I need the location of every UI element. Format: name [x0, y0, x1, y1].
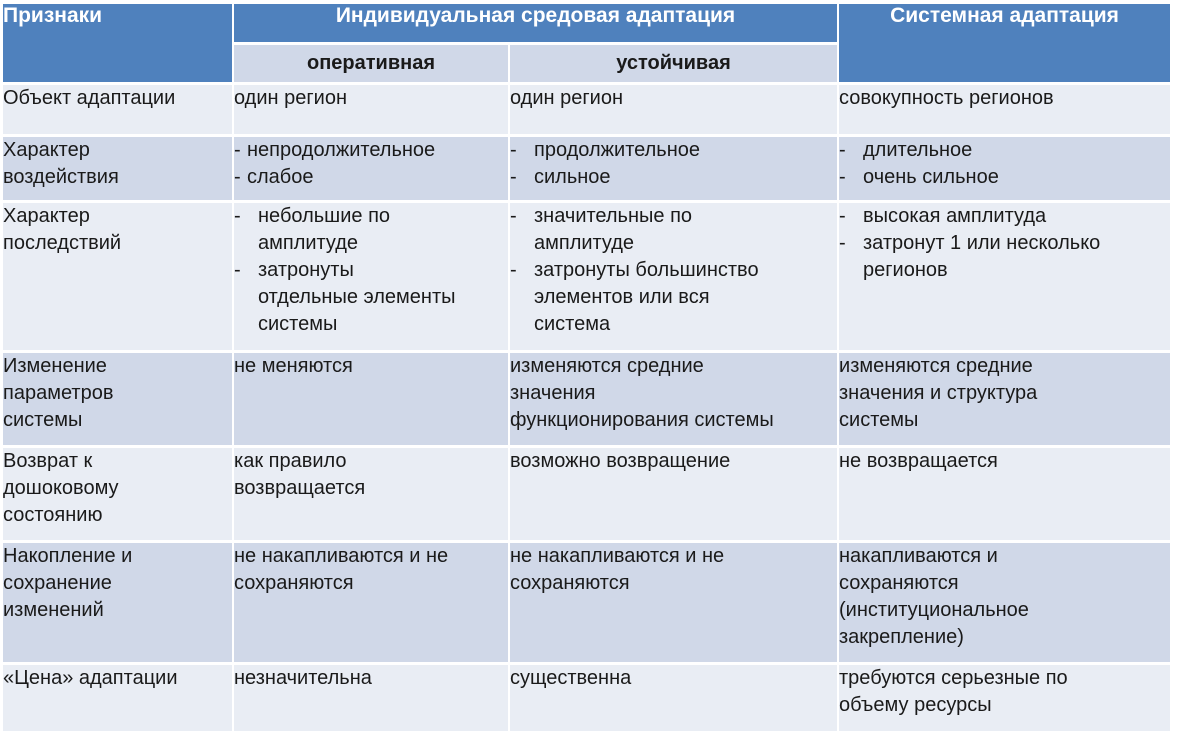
- cell-stable: [510, 350, 839, 445]
- cell-operative: [234, 350, 510, 445]
- cell-line: не меняются: [234, 355, 353, 377]
- list-item: - продолжительное: [510, 137, 837, 164]
- list-item: [234, 257, 508, 338]
- cell-stable: [510, 445, 839, 540]
- cell-line: отдельные элементы: [258, 286, 456, 308]
- cell-line: требуются серьезные по: [839, 667, 1068, 689]
- cell-line: - затронуты большинство: [534, 259, 759, 281]
- cell-line: элементов или вся: [534, 286, 710, 308]
- cell-line: не возвращается: [839, 450, 998, 472]
- list-item: [510, 257, 837, 338]
- table-row: [3, 82, 1170, 134]
- table-row: [3, 445, 1170, 540]
- list-item: [839, 203, 1170, 230]
- cell-line: изменений: [3, 599, 104, 621]
- cell-operative: [234, 662, 510, 731]
- cell-line: - высокая амплитуда: [863, 205, 1047, 227]
- cell-line: один регион: [510, 87, 624, 109]
- cell-line: не накапливаются и не: [234, 545, 449, 567]
- cell-systemic: [839, 350, 1170, 445]
- cell-line: - значительные по: [534, 205, 693, 227]
- table-row: [3, 662, 1170, 731]
- cell-feature: [3, 134, 234, 200]
- list-item: [839, 230, 1170, 284]
- cell-line: изменяются средние: [510, 355, 704, 377]
- cell-line: сохраняются: [839, 572, 959, 594]
- cell-systemic: [839, 134, 1170, 200]
- cell-operative: [234, 134, 510, 200]
- cell-operative: [234, 200, 510, 350]
- cell-systemic: [839, 445, 1170, 540]
- cell-line: незначительна: [234, 667, 372, 689]
- cell-systemic: [839, 662, 1170, 731]
- cell-line: функционирования системы: [510, 409, 774, 431]
- cell-operative: [234, 540, 510, 662]
- cell-line: Изменение: [3, 355, 107, 377]
- list-item: [234, 203, 508, 257]
- cell-line: амплитуде: [534, 232, 635, 254]
- cell-line: - затронут 1 или несколько: [863, 232, 1101, 254]
- cell-line: возможно возвращение: [510, 450, 731, 472]
- cell-line: значения и структура: [839, 382, 1038, 404]
- cell-line: существенна: [510, 667, 632, 689]
- cell-operative: [234, 445, 510, 540]
- cell-line: значения: [510, 382, 596, 404]
- cell-line: сохранение: [3, 572, 112, 594]
- table-row: [3, 200, 1170, 350]
- list-item: - непродолжительное: [234, 137, 508, 164]
- cell-line: объему ресурсы: [839, 694, 992, 716]
- header-features: Признаки: [3, 4, 234, 82]
- cell-feature: [3, 350, 234, 445]
- list-item: - слабое: [234, 164, 508, 191]
- cell-line: - небольшие по: [258, 205, 391, 227]
- cell-systemic: [839, 200, 1170, 350]
- list-item: [510, 203, 837, 257]
- cell-line: Характер: [3, 205, 90, 227]
- cell-line: (институциональное: [839, 599, 1029, 621]
- cell-line: системы: [258, 313, 338, 335]
- cell-line: возвращается: [234, 477, 366, 499]
- cell-line: изменяются средние: [839, 355, 1033, 377]
- cell-line: накапливаются и: [839, 545, 998, 567]
- cell-line: Характер: [3, 139, 90, 161]
- cell-line: последствий: [3, 232, 122, 254]
- cell-line: закрепление): [839, 626, 964, 648]
- cell-line: сохраняются: [510, 572, 630, 594]
- cell-systemic: [839, 540, 1170, 662]
- cell-line: Возврат к: [3, 450, 93, 472]
- cell-feature: [3, 82, 234, 134]
- cell-line: воздействия: [3, 166, 119, 188]
- cell-line: «Цена» адаптации: [3, 667, 178, 689]
- header-systemic-adaptation: Системная адаптация: [839, 4, 1170, 82]
- cell-line: один регион: [234, 87, 348, 109]
- cell-stable: [510, 134, 839, 200]
- cell-line: системы: [3, 409, 83, 431]
- subheader-operative: оперативная: [234, 42, 510, 82]
- cell-feature: [3, 445, 234, 540]
- cell-feature: [3, 540, 234, 662]
- cell-stable: [510, 662, 839, 731]
- subheader-stable: устойчивая: [510, 42, 839, 82]
- list-item: - длительное: [839, 137, 1170, 164]
- cell-line: регионов: [863, 259, 948, 281]
- table-row: [3, 350, 1170, 445]
- cell-stable: [510, 82, 839, 134]
- cell-line: сохраняются: [234, 572, 354, 594]
- cell-feature: [3, 662, 234, 731]
- table-row: [3, 540, 1170, 662]
- cell-systemic: [839, 82, 1170, 134]
- cell-line: параметров: [3, 382, 114, 404]
- cell-line: не накапливаются и не: [510, 545, 725, 567]
- cell-line: система: [534, 313, 611, 335]
- cell-line: Объект адаптации: [3, 87, 176, 109]
- cell-operative: [234, 82, 510, 134]
- cell-stable: [510, 200, 839, 350]
- cell-line: дошоковому: [3, 477, 119, 499]
- cell-line: Накопление и: [3, 545, 133, 567]
- list-item: - сильное: [510, 164, 837, 191]
- header-individual-adaptation: Индивидуальная средовая адаптация: [234, 4, 839, 42]
- table-row: [3, 134, 1170, 200]
- cell-feature: [3, 200, 234, 350]
- adaptation-comparison-table: [3, 4, 1170, 731]
- cell-line: амплитуде: [258, 232, 359, 254]
- list-item: - очень сильное: [839, 164, 1170, 191]
- cell-stable: [510, 540, 839, 662]
- cell-line: состоянию: [3, 504, 103, 526]
- cell-line: совокупность регионов: [839, 87, 1054, 109]
- cell-line: - затронуты: [258, 259, 354, 281]
- cell-line: системы: [839, 409, 919, 431]
- cell-line: как правило: [234, 450, 347, 472]
